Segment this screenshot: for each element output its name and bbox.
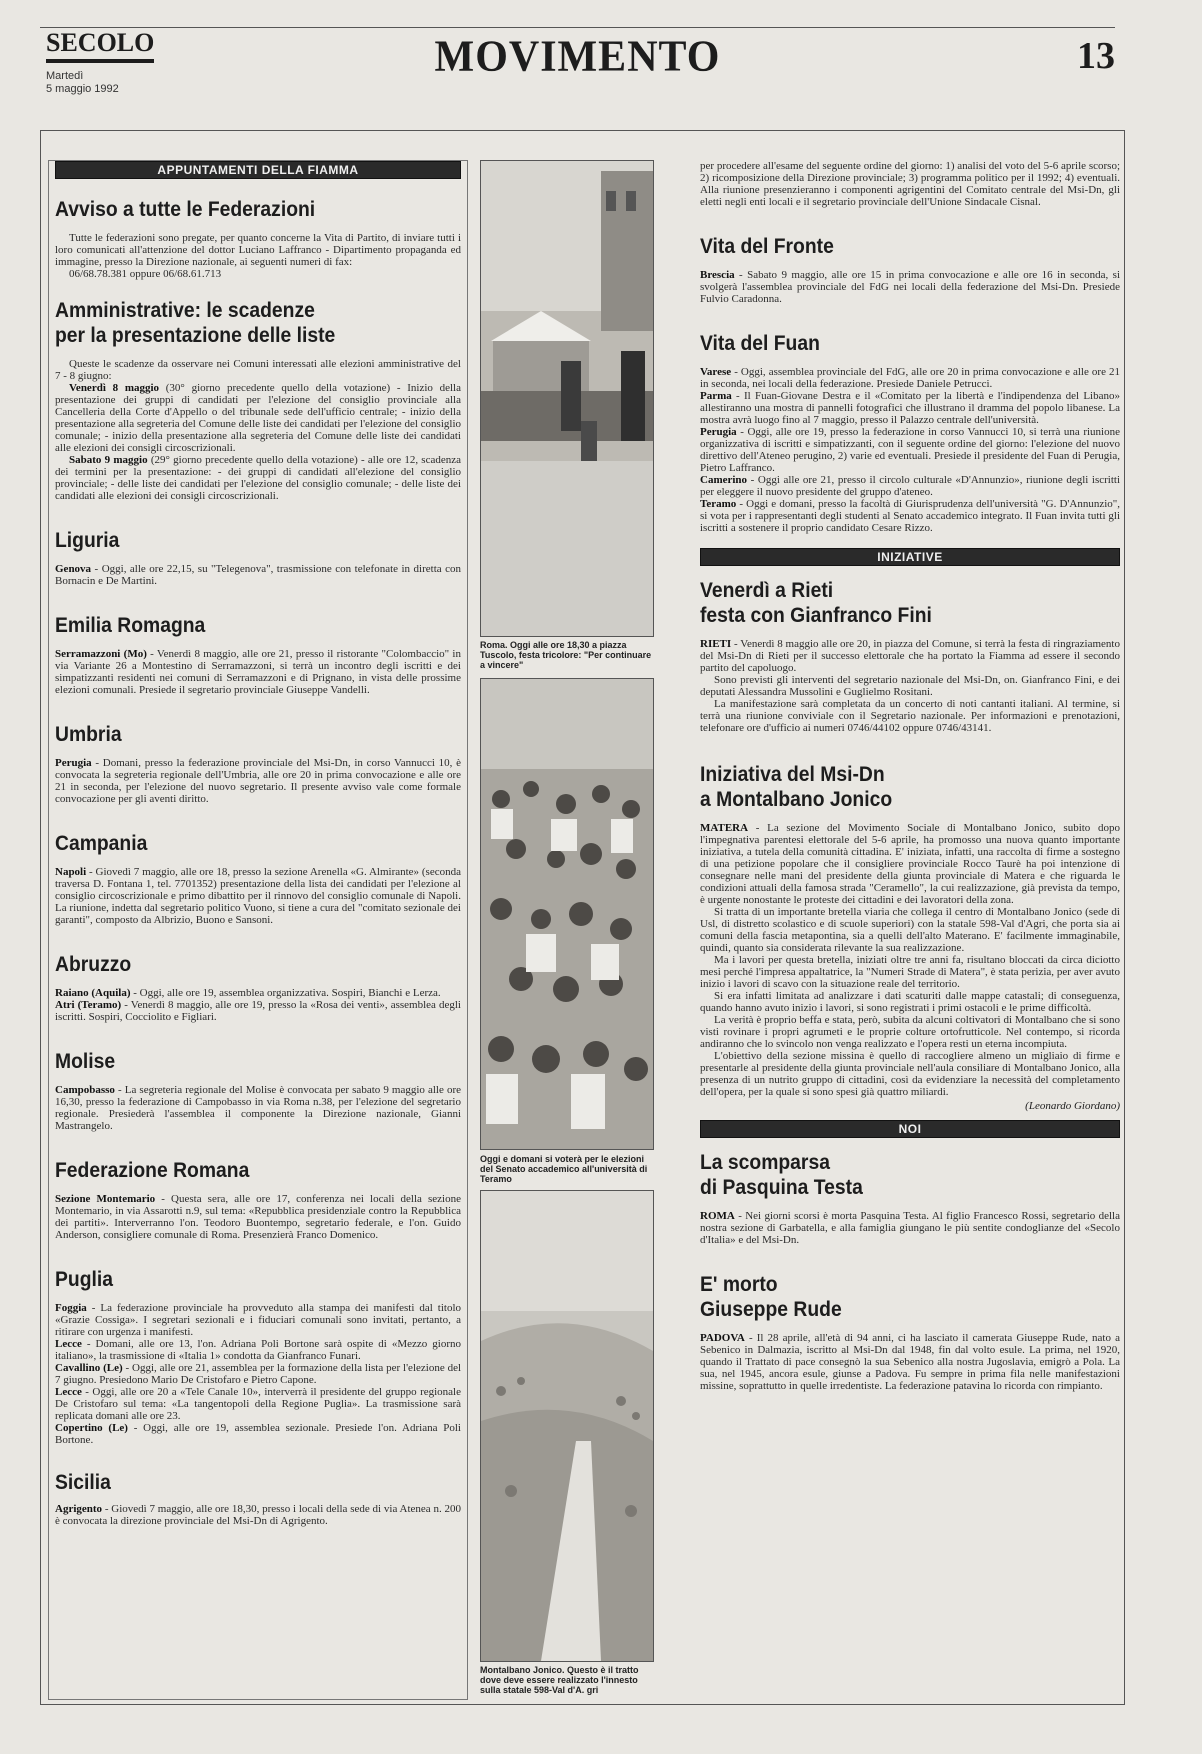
amministrative-venerdi — [55, 382, 461, 454]
page-number: 13 — [1077, 35, 1115, 77]
puglia-label-1: Foggia — [55, 1302, 87, 1314]
umbria-body — [55, 757, 461, 805]
date-day: 5 maggio 1992 — [46, 83, 119, 95]
puglia-text-4: - Oggi, alle ore 20 a «Tele Canale 10», interverrà il presidente del gruppo regionale De Cristofaro sul tema: «La tangentopoli della Regione Puglia». La trasmissione sarà replicata domani alle ore 23. — [55, 1386, 461, 1422]
avviso-fax: 06/68.78.381 oppure 06/68.61.713 — [69, 268, 222, 280]
photo-teramo-crowd — [480, 678, 654, 1150]
matera-body-4: Si era infatti limitata ad analizzare i dati scaturiti dalle mappe catastali; di conseguenza, quando hanno avuto inizio i lavori, si sono registrati i primi ostacoli e le prime difficoltà. — [700, 990, 1120, 1014]
headline-amministrative-line1: Amministrative: le scadenze — [55, 299, 315, 322]
umbria-text: - Domani, presso la federazione provinciale del Msi-Dn, in corso Vannucci 10, è convocata la segreteria regionale dell'Umbria, alle ore 20 in prima convocazione e alle ore 21 in seconda, per l'elezione del nuovo segretario. Il presente avviso vale come formale convocazione per gli aventi diritto. — [55, 757, 461, 805]
fuan-text-1: - Oggi, assemblea provinciale del FdG, alle ore 20 in prima convocazione e alle ore 21 in seconda, nei locali della federazione. Presiede Daniele Petrucci. — [700, 366, 1120, 390]
headline-liguria: Liguria — [55, 529, 120, 552]
emilia-label: Serramazzoni (Mo) — [55, 648, 147, 660]
fuan-label-1: Varese — [700, 366, 732, 378]
abruzzo-body-2 — [55, 999, 461, 1023]
puglia-body-5 — [55, 1422, 461, 1446]
photo-column — [480, 160, 660, 1700]
romana-body — [55, 1193, 461, 1241]
avviso-body: Tutte le federazioni sono pregate, per quanto concerne la Vita di Partito, di inviare tutti i loro comunicati all'attenzione del dottor Luciano Laffranco - Dipartimento propaganda ed immagine, presso la Direzione nazionale, ai seguenti numeri di fax: — [55, 232, 461, 268]
rude-body — [700, 1332, 1120, 1392]
matera-signature: (Leonardo Giordano) — [1025, 1100, 1120, 1112]
puglia-label-2: Lecce — [55, 1338, 82, 1350]
sicilia-text: - Giovedì 7 maggio, alle ore 18,30, presso i locali della sede di via Atenea n. 200 è convocata la direzione provinciale del Msi-Dn di Agrigento. — [55, 1503, 461, 1527]
headline-rude-line1: E' morto — [700, 1273, 778, 1296]
fronte-body — [700, 269, 1120, 305]
sicilia-body — [55, 1503, 461, 1527]
fuan-body-3 — [700, 426, 1120, 474]
photo-teramo-crowd-image — [481, 679, 653, 1149]
campania-text: - Giovedì 7 maggio, alle ore 18, presso la sezione Arenella «G. Almirante» (seconda traversa D. Fontana 1, tel. 7701352) presentazione della lista dei candidati per l'elezione al consiglio circoscrizionale e primo dibattito per il rinnovo del consiglio comunale di Napoli. La riunione, indetta dal segretario politico Vuono, si tiene a cura del "comitato sezionale dei garanti", composto da Albrizio, Buono e Sansoni. — [55, 866, 461, 926]
headline-fuan: Vita del Fuan — [700, 332, 820, 355]
testa-text: - Nei giorni scorsi è morta Pasquina Testa. Al figlio Francesco Rossi, segretario della nostra sezione di Garbatella, e alla famiglia giungano le più sentite condoglianze del «Secolo d'Italia» e del Msi-Dn. — [700, 1210, 1120, 1246]
headline-testa — [700, 1150, 1086, 1200]
molise-text: - La segreteria regionale del Molise è convocata per sabato 9 maggio alle ore 16,30, presso la federazione di Campobasso in via Roma n.38, per l'elezione del segretario regionale. Presiederà l'assemblea il componente la Direzione nazionale, Gianni Mastrangelo. — [55, 1084, 461, 1132]
fuan-text-2: - Il Fuan-Giovane Destra e il «Comitato per la libertà e l'indipendenza del Libano» allestiranno una mostra di pannelli fotografici che illustrano il dramma del popolo libanese. La mostra avrà luogo fino al 7 maggio, presso il Palazzo centrale dell'università. — [700, 390, 1120, 426]
fronte-text: - Sabato 9 maggio, alle ore 15 in prima convocazione e alle ore 16 in seconda, si svolgerà l'assemblea provinciale del FdG nei locali della federazione del Msi-Dn. Presiede Fulvio Caradonna. — [700, 269, 1120, 305]
headline-romana: Federazione Romana — [55, 1159, 250, 1182]
band-appuntamenti: APPUNTAMENTI DELLA FIAMMA — [55, 161, 461, 179]
puglia-label-3: Cavallino (Le) — [55, 1362, 123, 1374]
left-column — [48, 160, 468, 1700]
puglia-text-2: - Domani, alle ore 13, l'on. Adriana Poli Bortone sarà ospite di «Mezzo giorno italiano», la trasmissione di «Italia 1» condotta da Gianfranco Funari. — [55, 1338, 461, 1362]
puglia-body-3 — [55, 1362, 461, 1386]
agrigento-continuation: per procedere all'esame del seguente ordine del giorno: 1) analisi del voto del 5-6 aprile scorso; 2) ricomposizione della Direzione provinciale; 3) programma politico per il 1992; 4) eventuali. Alla riunione presenzieranno i componenti agrigentini del Comitato centrale del Msi-Dn, gli eletti negli enti locali e il segretario provinciale dell'Unione Sindacale Cisnal. — [700, 160, 1120, 208]
molise-label: Campobasso — [55, 1084, 115, 1096]
amm-venerdi-text: (30° giorno precedente quello della votazione) - Inizio della presentazione dei gruppi di candidati per l'elezione del consiglio provinciale alla Cancelleria della Corte d'Appello o del tribunale sede dell'ufficio centrale; - inizio della presentazione alla segreteria del Comune delle liste dei candidati per l'elezione del consiglio comunale; - inizio della presentazione alla segreteria del Comune delle liste dei candidati alle elezioni dei consigli circoscrizionali. — [55, 382, 461, 454]
emilia-body — [55, 648, 461, 696]
fuan-body-1 — [700, 366, 1120, 390]
rieti-label: RIETI — [700, 638, 732, 650]
abruzzo-text-1: - Oggi, alle ore 19, assemblea organizzativa. Sospiri, Bianchi e Lerza. — [130, 987, 441, 999]
amm-venerdi-label: Venerdì 8 maggio — [69, 382, 160, 394]
amm-sabato-label: Sabato 9 maggio — [69, 454, 148, 466]
fuan-label-2: Parma — [700, 390, 732, 402]
matera-body-6: L'obiettivo della sezione missina è quello di raccogliere almeno un migliaio di firme e presentarle al presidente della giunta provinciale nell'aula consiliare di Montalbano Jonico, alla presenza di un nutrito gruppo di cittadini, così da evidenziare la necessità del completamento dell'opera, per la quale si sono spesi già quattro miliardi. — [700, 1050, 1120, 1098]
rude-label: PADOVA — [700, 1332, 745, 1344]
umbria-label: Perugia — [55, 757, 92, 769]
masthead-logo: SECOLO — [46, 28, 154, 63]
puglia-body-1 — [55, 1302, 461, 1338]
romana-text: - Questa sera, alle ore 17, conferenza nei locali della sezione Montemario, in via Assarotti n.9, sul tema: «Repubblica presidenziale contro la Repubblica dei partiti». Interverranno l'on. Teodoro Buontempo, segretario federale, e l'on. Guido Anderson, consigliere comunale di Roma. Presenzierà Franco Domenico. — [55, 1193, 461, 1241]
amministrative-sabato — [55, 454, 461, 502]
matera-text-1: - La sezione del Movimento Sociale di Montalbano Jonico, subito dopo l'impegnativa parentesi elettorale del 5-6 aprile, ha promosso una nuova quanto importante iniziativa, a tutela della comunità cittadina. E' iniziata, infatti, una raccolta di firme a sostegno di una petizione popolare che il consigliere provinciale Rocco Taurè ha poi intenzione di consegnare nelle mani del presidente della giunta provinciale di Matera e che riguarda le condizioni attuali della famosa strada "Ceramello", la cui realizzazione, già prevista da tempo, è urgente nonostante le proteste dei cittadini e dei lavoratori della zona. — [700, 822, 1120, 906]
liguria-label: Genova — [55, 563, 92, 575]
puglia-text-3: - Oggi, alle ore 21, assemblea per la formazione della lista per l'elezione del 7 giugno. Presiedono Mario De Cristofaro e Pietro Capone. — [55, 1362, 462, 1386]
fuan-label-4: Camerino — [700, 474, 748, 486]
puglia-text-5: - Oggi, alle ore 19, assemblea sezionale. Presiede l'on. Adriana Poli Bortone. — [55, 1422, 461, 1446]
headline-puglia: Puglia — [55, 1268, 113, 1291]
rude-text: - Il 28 aprile, all'età di 94 anni, ci ha lasciato il camerata Giuseppe Rude, nato a Sebenico in Dalmazia, iscritto al Msi-Dn dal 1948, fin dal volto esule. La prima, nel 1920, quando il Trattato di pace consegnò la sua Sebenico alla nostra Jugoslavia, emigrò a Pola. La sua, nel 1945, ancora esule, giunse a Padova. Fu sempre in prima fila nelle manifestazioni missine, soprattutto in quelle irredentiste. La federazione patavina lo ricorda con rimpianto. — [700, 1332, 1120, 1392]
testa-label: ROMA — [700, 1210, 735, 1222]
headline-amministrative-line2: per la presentazione delle liste — [55, 324, 336, 347]
abruzzo-label-1: Raiano (Aquila) — [55, 987, 131, 999]
rieti-body-2: Sono previsti gli interventi del segretario nazionale del Msi-Dn, on. Gianfranco Fini, e dei deputati Alessandra Mussolini e Guglielmo Rositani. — [700, 674, 1120, 698]
headline-rieti-line2: festa con Gianfranco Fini — [700, 604, 932, 627]
fuan-body-2 — [700, 390, 1120, 426]
headline-testa-line2: di Pasquina Testa — [700, 1176, 863, 1199]
puglia-label-5: Copertino (Le) — [55, 1422, 128, 1434]
page-header — [40, 28, 1115, 128]
matera-body-5: La verità è proprio beffa e stata, però, subita da alcuni coltivatori di Montalbano che si sono visti rovinare i propri agrumeti e le proprie colture ortofrutticole. Nel contempo, si ricorda andiranno che lo svincolo non venga realizzato e l'opera resti un eterna incompiuta. — [700, 1014, 1120, 1050]
right-column — [700, 160, 1120, 1392]
sicilia-label: Agrigento — [55, 1503, 103, 1515]
photo-roma-festa — [480, 160, 654, 637]
photo-roma-festa-image — [481, 161, 653, 636]
band-noi: NOI — [700, 1120, 1120, 1138]
headline-rude-line2: Giuseppe Rude — [700, 1298, 842, 1321]
headline-rieti — [700, 578, 1086, 628]
date-weekday: Martedì — [46, 70, 84, 82]
fuan-text-4: - Oggi alle ore 21, presso il circolo culturale «D'Annunzio», riunione degli iscritti per eleggere il nuovo presidente del gruppo d'ateneo. — [700, 474, 1120, 498]
abruzzo-label-2: Atri (Teramo) — [55, 999, 122, 1011]
headline-matera-line1: Iniziativa del Msi-Dn — [700, 763, 885, 786]
rieti-body-3: La manifestazione sarà completata da un concerto di noti cantanti italiani. Al termine, si terrà una riunione conviviale con il Segretario nazionale. Per informazioni e prenotazioni, telefonare ore d'ufficio ai numeri 0746/44102 oppure 0746/43141. — [700, 698, 1120, 734]
headline-abruzzo: Abruzzo — [55, 953, 132, 976]
liguria-text: - Oggi, alle ore 22,15, su "Telegenova", trasmissione con telefonate in diretta con Bornacin e De Martini. — [55, 563, 461, 587]
puglia-text-1: - La federazione provinciale ha provveduto alla stampa dei manifesti dal titolo «Grazie Cossiga». I segretari sezionali e i fiduciari comunali sono invitati, pertanto, a ritirare con urgenza i manifesti. — [55, 1302, 461, 1338]
fuan-body-4 — [700, 474, 1120, 498]
matera-body-1 — [700, 822, 1120, 906]
headline-sicilia: Sicilia — [55, 1471, 111, 1494]
campania-body — [55, 866, 461, 926]
headline-fronte: Vita del Fronte — [700, 235, 834, 258]
caption-montalbano: Montalbano Jonico. Questo è il tratto dove deve essere realizzato l'innesto sulla statale 598-Val d'A. gri — [480, 1665, 639, 1695]
photo-montalbano-road-image — [481, 1191, 653, 1661]
matera-body-2: Si tratta di un importante bretella viaria che collega il centro di Montalbano Jonico (sede di Usl, di distretto scolastico e di scuole superiori) con la statale 598-Val d'Agri, che porta sia ai comuni della fascia metapontina, sia a quelli dell'alto Materano. E' facilmente immaginabile, quindi, quanto sia considerata rilevante la sua realizzazione. — [700, 906, 1120, 954]
band-iniziative: INIZIATIVE — [700, 548, 1120, 566]
rieti-body-1 — [700, 638, 1120, 674]
fuan-text-5: - Oggi e domani, presso la facoltà di Giurisprudenza dell'università "G. D'Annunzio", si vota per i rappresentanti degli studenti al Senato accademico integrato. Il Fuan invita tutti gli iscritti a sostenere il proprio candidato Cesare Rizzo. — [700, 498, 1120, 534]
fronte-label: Brescia — [700, 269, 735, 281]
headline-campania: Campania — [55, 832, 148, 855]
headline-molise: Molise — [55, 1050, 116, 1073]
photo-montalbano-road — [480, 1190, 654, 1662]
matera-body-3: Ma i lavori per questa bretella, iniziati oltre tre anni fa, risultano bloccati da circa diciotto mesi perché l'impresa appaltatrice, la "Numeri Strade di Matera", è stata perizia, per aver avuto inizio i lavori di scavo con la situazione reale del territorio. — [700, 954, 1120, 990]
matera-label: MATERA — [700, 822, 749, 834]
headline-rude — [700, 1272, 1086, 1322]
abruzzo-body-1 — [55, 987, 461, 999]
headline-umbria: Umbria — [55, 723, 122, 746]
fuan-label-5: Teramo — [700, 498, 737, 510]
molise-body — [55, 1084, 461, 1132]
puglia-body-4 — [55, 1386, 461, 1422]
headline-matera-line2: a Montalbano Jonico — [700, 788, 893, 811]
fuan-body-5 — [700, 498, 1120, 534]
campania-label: Napoli — [55, 866, 87, 878]
headline-emilia: Emilia Romagna — [55, 614, 206, 637]
section-title: MOVIMENTO — [434, 32, 721, 82]
headline-matera — [700, 762, 1086, 812]
headline-avviso: Avviso a tutte le Federazioni — [55, 198, 316, 221]
caption-teramo: Oggi e domani si voterà per le elezioni del Senato accademico all'università di Teramo — [480, 1154, 648, 1184]
fuan-text-3: - Oggi, alle ore 19, presso la federazione in corso Vannucci 10, si terrà una riunione organizzativa di iscritti e simpatizzanti, con il seguente ordine del giorno: l'elezione del nuovo direttivo dell'Ateneo perugino, 2) varie ed eventuali. Presiede il presidente del Fuan di Perugia, Pietro Laffranco. — [700, 426, 1120, 474]
testa-body — [700, 1210, 1120, 1246]
liguria-body — [55, 563, 461, 587]
romana-label: Sezione Montemario — [55, 1193, 156, 1205]
amm-sabato-text: (29° giorno precedente quello della votazione) - alle ore 12, scadenza dei termini per la presentazione: - dei gruppi di candidati all'elezione del consiglio provinciale; - delle liste dei candidati per l'elezione del consiglio comunale; - delle liste dei candidati alle elezioni dei consigli circoscrizionali. — [55, 454, 462, 502]
headline-testa-line1: La scomparsa — [700, 1151, 830, 1174]
headline-amministrative — [55, 298, 429, 348]
emilia-text: - Venerdì 8 maggio, alle ore 21, presso il ristorante "Colombaccio" in via Variante 26 a Montestino di Serramazzoni, si terrà un incontro degli iscritti e dei simpatizzanti residenti nei comuni di Serramazzoni e di Prignano, in vista delle prossime elezioni comunali. Presiede il segretario provinciale Giuseppe Vandelli. — [55, 648, 461, 696]
headline-rieti-line1: Venerdì a Rieti — [700, 579, 834, 602]
fuan-label-3: Perugia — [700, 426, 737, 438]
amministrative-intro: Queste le scadenze da osservare nei Comuni interessati alle elezioni amministrative del 7 - 8 giugno: — [55, 358, 461, 382]
puglia-label-4: Lecce — [55, 1386, 82, 1398]
rieti-text-1: - Venerdì 8 maggio alle ore 20, in piazza del Comune, si terrà la festa di ringraziamento del Msi-Dn di Rieti per il successo elettorale che ha portato la Fiamma ad essere il secondo partito del capoluogo. — [700, 638, 1120, 674]
abruzzo-text-2: - Venerdì 8 maggio, alle ore 19, presso la «Rosa dei venti», assemblea degli iscritti. Sospiri, Cocciolito e Figliari. — [55, 999, 461, 1023]
caption-roma: Roma. Oggi alle ore 18,30 a piazza Tuscolo, festa tricolore: "Per continuare a vincere" — [480, 640, 652, 670]
puglia-body-2 — [55, 1338, 461, 1362]
